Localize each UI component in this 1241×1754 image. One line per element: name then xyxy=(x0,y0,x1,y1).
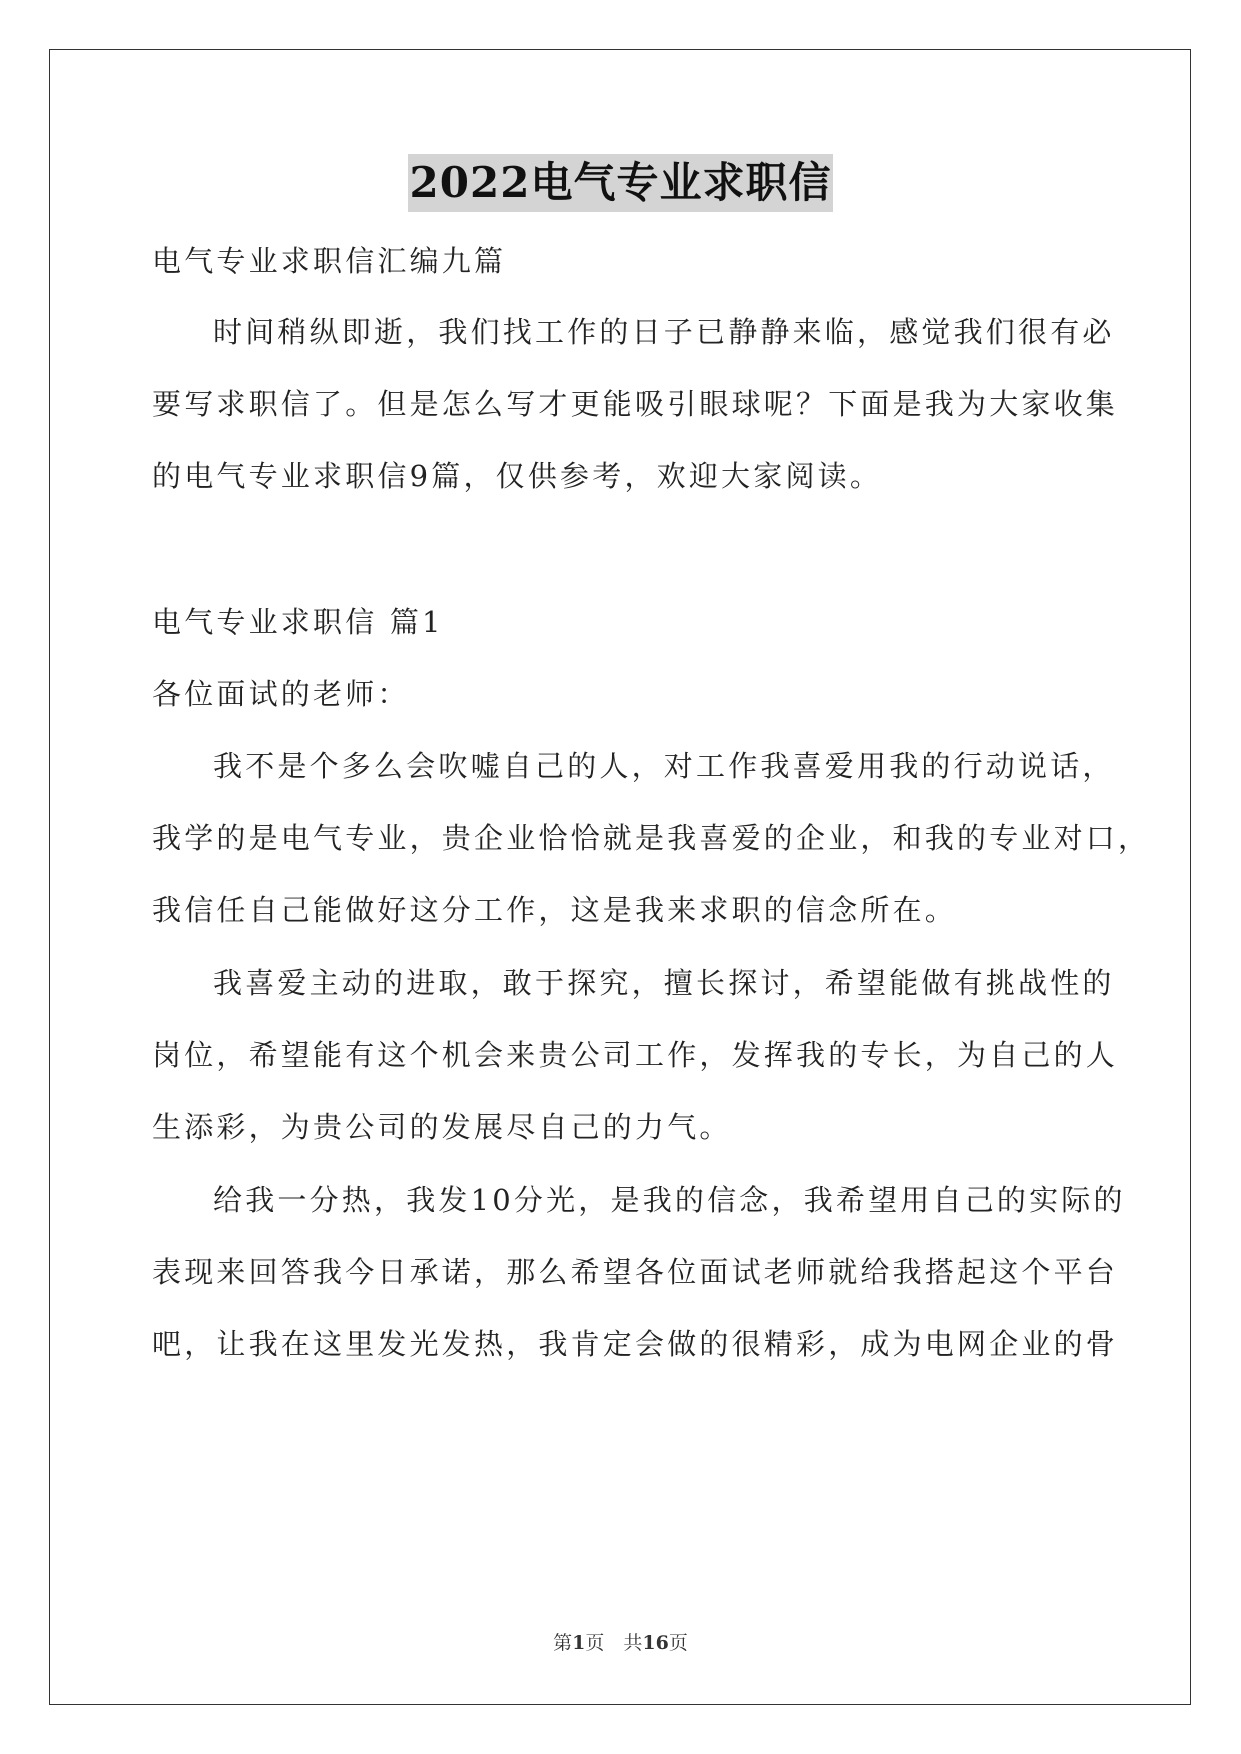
paragraph2-line-2: 岗位，希望能有这个机会来贵公司工作，发挥我的专长，为自己的人 xyxy=(152,1038,1119,1072)
title-container xyxy=(0,154,1241,212)
paragraph1-line-2: 我学的是电气专业，贵企业恰恰就是我喜爱的企业，和我的专业对口， xyxy=(152,821,1151,855)
page-border xyxy=(49,49,1191,1705)
paragraph1-line-3: 我信任自己能做好这分工作，这是我来求职的信念所在。 xyxy=(152,893,958,927)
document-subtitle: 电气专业求职信汇编九篇 xyxy=(152,244,507,278)
page-footer xyxy=(0,1628,1241,1655)
salutation: 各位面试的老师： xyxy=(152,677,410,711)
paragraph3-line-1: 给我一分热，我发10分光，是我的信念，我希望用自己的实际的 xyxy=(213,1183,1126,1217)
document-title: 2022电气专业求职信 xyxy=(408,154,834,212)
footer-page-current: 1 xyxy=(572,1632,586,1654)
paragraph3-line-3: 吧，让我在这里发光发热，我肯定会做的很精彩，成为电网企业的骨 xyxy=(152,1327,1119,1361)
paragraph2-line-3: 生添彩，为贵公司的发展尽自己的力气。 xyxy=(152,1110,732,1144)
paragraph1-line-1: 我不是个多么会吹嘘自己的人，对工作我喜爱用我的行动说话， xyxy=(213,749,1115,783)
footer-page-mid: 页 共 xyxy=(585,1632,643,1654)
paragraph2-line-1: 我喜爱主动的进取，敢于探究，擅长探讨，希望能做有挑战性的 xyxy=(213,966,1115,1000)
footer-page-suffix: 页 xyxy=(668,1632,688,1654)
footer-page-prefix: 第 xyxy=(553,1632,573,1654)
section-heading: 电气专业求职信 篇1 xyxy=(152,605,444,639)
footer-page-total: 16 xyxy=(642,1632,669,1654)
intro-line-3: 的电气专业求职信9篇，仅供参考，欢迎大家阅读。 xyxy=(152,459,883,493)
paragraph3-line-2: 表现来回答我今日承诺，那么希望各位面试老师就给我搭起这个平台 xyxy=(152,1255,1119,1289)
intro-line-1: 时间稍纵即逝，我们找工作的日子已静静来临，感觉我们很有必 xyxy=(213,315,1115,349)
intro-line-2: 要写求职信了。但是怎么写才更能吸引眼球呢？下面是我为大家收集 xyxy=(152,387,1119,421)
